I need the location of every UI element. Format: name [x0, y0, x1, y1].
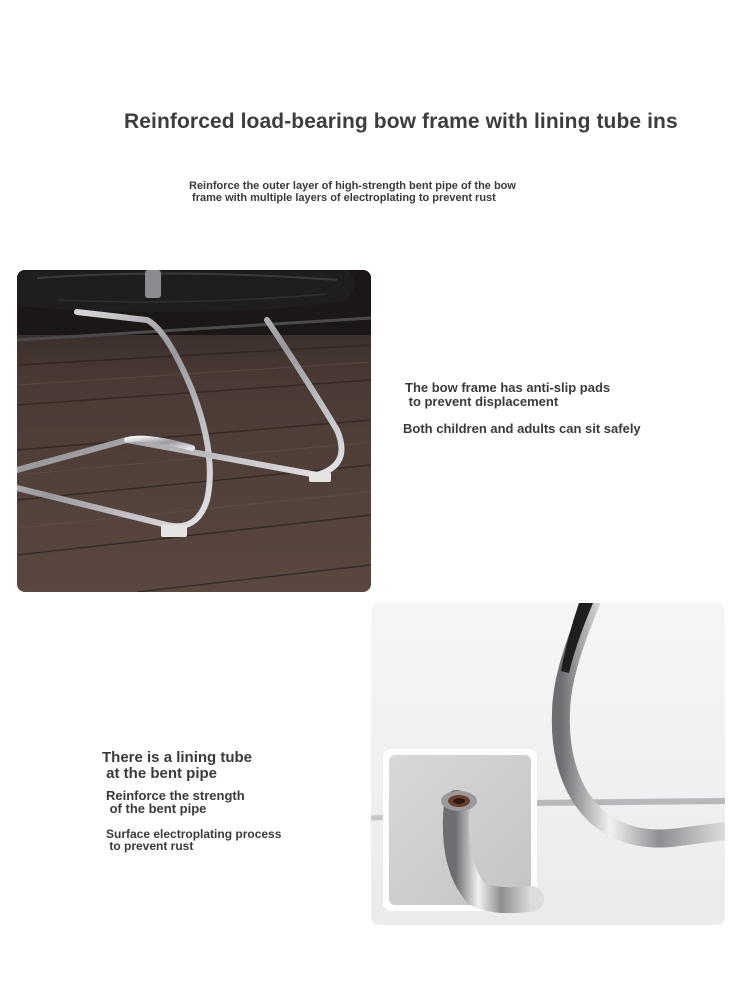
- safety-line: Both children and adults can sit safely: [403, 421, 641, 436]
- antislip-line: The bow frame has anti-slip pads: [405, 380, 611, 395]
- antislip-text: [405, 381, 705, 409]
- lining-title-line: There is a lining tube: [102, 749, 253, 766]
- lining-title: [102, 750, 332, 782]
- strength-line: of the bent pipe: [106, 801, 207, 816]
- safety-text: [403, 422, 723, 436]
- lining-title-line: at the bent pipe: [102, 765, 218, 782]
- plating-line: to prevent rust: [106, 839, 194, 853]
- strength-line: Reinforce the strength: [106, 788, 245, 803]
- plating-text: [106, 828, 336, 852]
- page-title: Reinforced load-bearing bow frame with lining tube ins: [124, 110, 678, 133]
- bent-pipe-photo: [371, 603, 725, 925]
- subtitle-line: Reinforce the outer layer of high-strength bent pipe of the bow: [189, 180, 516, 192]
- chair-frame-photo: [17, 270, 371, 592]
- page-subtitle: [189, 180, 609, 204]
- antislip-line: to prevent displacement: [405, 394, 559, 409]
- subtitle-line: frame with multiple layers of electroplating to prevent rust: [189, 192, 496, 204]
- strength-text: [106, 789, 336, 815]
- plating-line: Surface electroplating process: [106, 827, 282, 841]
